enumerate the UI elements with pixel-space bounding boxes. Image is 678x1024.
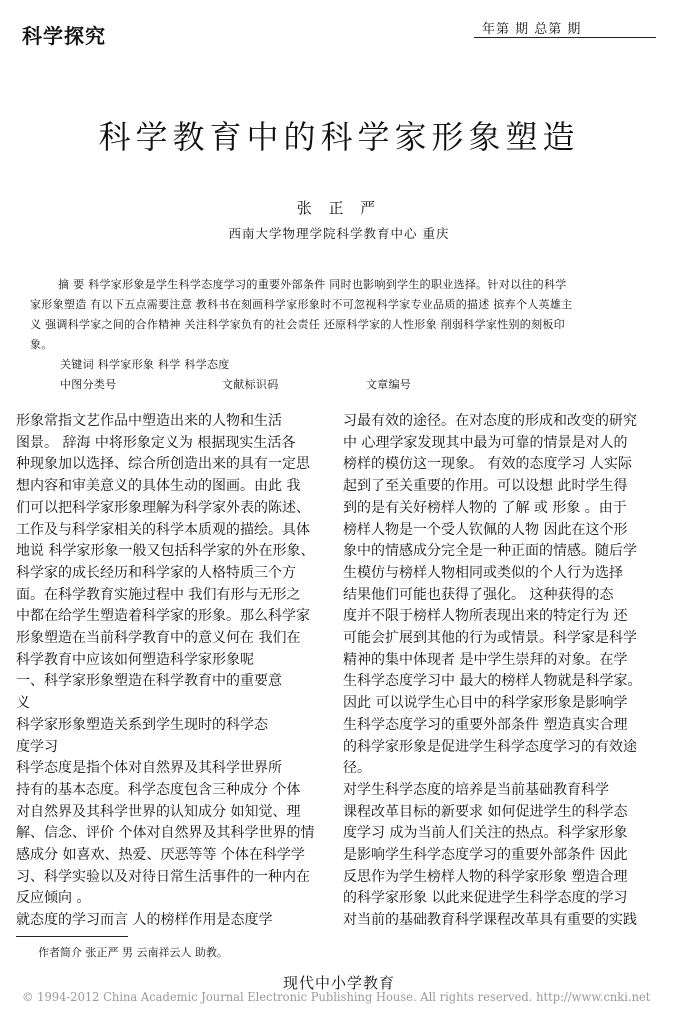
body-line: 想内容和审美意义的具体生动的图画。由此 我 <box>16 478 301 495</box>
body-line: 就态度的学习而言 人的榜样作用是态度学 <box>16 912 273 929</box>
section-label: 科学探究 <box>22 24 106 48</box>
body-line: 对当前的基础教育科学课程改革具有重要的实践 <box>343 912 637 929</box>
body-line: 因此 可以说学生心目中的科学家形象是影响学 <box>343 695 628 712</box>
body-line: 科学态度是指个体对自然界及其科学世界所 <box>16 760 282 777</box>
body-line: 一、科学家形象塑造在科学教育中的重要意 <box>16 673 282 690</box>
footnote-rule <box>16 936 128 937</box>
body-line: 中都在给学生塑造着科学家的形象。那么科学家 <box>16 608 310 625</box>
article-title: 科学教育中的科学家形象塑造 <box>98 118 580 156</box>
body-line: 对学生科学态度的培养是当前基础教育科学 <box>343 781 609 798</box>
body-line: 生科学态度学习中 最大的榜样人物就是科学家。 <box>343 673 642 690</box>
body-line: 反应倾向 。 <box>16 890 91 907</box>
body-line: 面。在科学教育实施过程中 我们有形与无形之 <box>16 586 301 603</box>
body-line: 感成分 如喜欢、热爱、厌恶等等 个体在科学学 <box>16 847 305 863</box>
abstract-line: 家形象塑造 有以下五点需要注意 教科书在刻画科学家形象时不可忽视科学家专业品质的描述 摈弃个人英雄主 <box>30 298 573 311</box>
body-line: 习、科学实验以及对待日常生活事件的一种内在 <box>16 868 310 885</box>
body-line: 度并不限于榜样人物所表现出来的特定行为 还 <box>343 608 628 625</box>
body-line: 度学习 <box>16 738 58 755</box>
body-line: 径。 <box>343 760 371 777</box>
body-line: 工作及与科学家相关的科学本质观的描绘。具体 <box>16 521 310 538</box>
body-line: 种现象加以选择、综合所创造出来的具有一定思 <box>16 456 310 473</box>
body-line: 可能会扩展到其他的行为或情景。科学家是科学 <box>343 630 637 646</box>
body-line: 解、信念、评价 个体对自然界及其科学世界的情 <box>16 825 315 842</box>
body-line: 地说 科学家形象一般又包括科学家的外在形象、 <box>16 543 315 560</box>
body-line: 科学家形象塑造关系到学生现时的科学态 <box>16 716 268 733</box>
body-line: 象中的情感成分完全是一种正面的情感。随后学 <box>343 543 637 560</box>
keywords: 关键词 科学家形象 科学 科学态度 <box>60 358 230 371</box>
body-line: 的科学家形象是促进学生科学态度学习的有效途 <box>343 738 637 755</box>
header-rule <box>474 37 656 38</box>
abstract-line: 义 强调科学家之间的合作精神 关注科学家负有的社会责任 还原科学家的人性形象 削弱科学家性别的刻板印 <box>30 318 565 331</box>
body-line: 精神的集中体现者 是中学生崇拜的对象。在学 <box>343 651 628 668</box>
body-line: 度学习 成为当前人们关注的热点。科学家形象 <box>343 825 628 842</box>
issue-info: 年第 期 总第 期 <box>482 22 582 37</box>
copyright-line: © 1994-2012 China Academic Journal Electronic Publishing House. All rights reserved. http://www.cnki.net <box>22 990 651 1004</box>
body-line: 义 <box>16 695 30 712</box>
body-line: 榜样的模仿这一现象。 有效的态度学习 人实际 <box>343 456 632 473</box>
body-line: 习最有效的途径。在对态度的形成和改变的研究 <box>343 413 637 429</box>
body-line: 的科学家形象 以此来促进学生科学态度的学习 <box>343 890 628 907</box>
author-affiliation: 西南大学物理学院科学教育中心 重庆 <box>228 226 450 241</box>
body-line: 科学家的成长经历和科学家的人格特质三个方 <box>16 564 296 581</box>
body-line: 中 心理学家发现其中最为可靠的情景是对人的 <box>343 434 628 451</box>
body-line: 反思作为学生榜样人物的科学家形象 塑造合理 <box>343 868 628 885</box>
author-name: 张 正 严 <box>296 199 382 217</box>
body-line: 起到了至关重要的作用。可以设想 此时学生得 <box>343 478 628 495</box>
body-line: 生模仿与榜样人物相同或类似的个人行为选择 <box>343 564 623 581</box>
author-footnote: 作者简介 张正严 男 云南祥云人 助教。 <box>38 946 228 959</box>
article-number-label: 文章编号 <box>366 378 412 391</box>
classification-label: 中图分类号 <box>60 378 117 391</box>
body-line: 结果他们可能也获得了强化。 这种获得的态 <box>343 586 614 603</box>
journal-name: 现代中小学教育 <box>282 974 395 992</box>
body-line: 榜样人物是一个受人钦佩的人物 因此在这个形 <box>343 521 628 538</box>
body-line: 到的是有关好榜样人物的 了解 或 形象 。由于 <box>343 499 627 516</box>
body-line: 图景。 辞海 中将形象定义为 根据现实生活各 <box>16 434 296 451</box>
document-code-label: 文献标识码 <box>222 378 279 391</box>
body-line: 生科学态度学习的重要外部条件 塑造真实合理 <box>343 716 628 733</box>
body-line: 形象常指文艺作品中塑造出来的人物和生活 <box>16 413 282 429</box>
body-line: 科学教育中应该如何塑造科学家形象呢 <box>16 651 254 668</box>
body-line: 们可以把科学家形象理解为科学家外表的陈述、 <box>16 499 310 516</box>
body-line: 持有的基本态度。科学态度包含三种成分 个体 <box>16 781 301 798</box>
abstract-line: 摘 要 科学家形象是学生科学态度学习的重要外部条件 同时也影响到学生的职业选择。针对以往的科学 <box>58 278 567 291</box>
body-line: 形象塑造在当前科学教育中的意义何在 我们在 <box>16 630 301 646</box>
body-line: 是影响学生科学态度学习的重要外部条件 因此 <box>343 847 628 863</box>
abstract-line: 象。 <box>30 338 53 351</box>
body-line: 对自然界及其科学世界的认知成分 如知觉、理 <box>16 803 301 820</box>
body-line: 课程改革目标的新要求 如何促进学生的科学态 <box>343 803 628 820</box>
